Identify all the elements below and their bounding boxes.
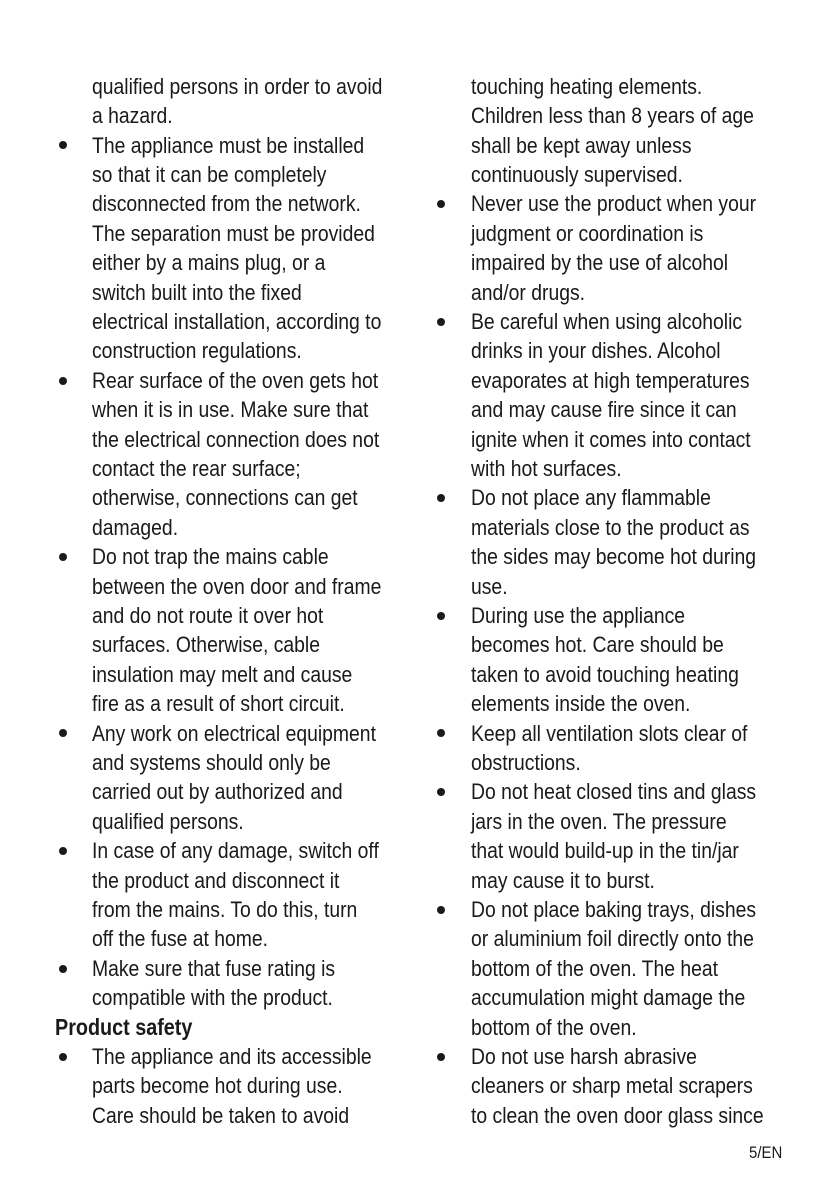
bullet-text-line: jars in the oven. The pressure xyxy=(471,808,727,834)
bullet-text-line: contact the rear surface; xyxy=(92,456,301,481)
bullet-text-line: materials close to the product as xyxy=(471,514,750,540)
bullet-text-line: ignite when it comes into contact xyxy=(471,426,751,452)
bullet-text-line: switch built into the fixed xyxy=(92,279,302,305)
bullet-icon xyxy=(59,1053,67,1061)
bullet-text-line: insulation may melt and cause xyxy=(92,661,353,687)
bullet-text-line: qualified persons. xyxy=(92,808,244,834)
bullet-text-line: taken to avoid touching heating xyxy=(471,661,739,687)
bullet-text-line: use. xyxy=(471,573,508,599)
bullet-text-line: that would build-up in the tin/jar xyxy=(471,838,739,864)
bullet-text-line: Care should be taken to avoid xyxy=(92,1102,350,1128)
bullet-text-line: and/or drugs. xyxy=(471,279,586,305)
bullet-icon xyxy=(437,318,445,326)
bullet-text-line: becomes hot. Care should be xyxy=(471,632,724,658)
bullet-text-line: Keep all ventilation slots clear of xyxy=(471,720,748,746)
continued-text-line: shall be kept away unless xyxy=(471,132,692,158)
bullet-text-line: Rear surface of the oven gets hot xyxy=(92,367,379,393)
bullet-text-line: Make sure that fuse rating is xyxy=(92,955,336,981)
bullet-text-line: judgment or coordination is xyxy=(471,220,704,246)
bullet-icon xyxy=(437,200,445,208)
bullet-text-line: fire as a result of short circuit. xyxy=(92,691,345,717)
bullet-icon xyxy=(437,1053,445,1061)
bullet-text-line: elements inside the oven. xyxy=(471,691,691,717)
bullet-text-line: and systems should only be xyxy=(92,750,331,775)
bullet-icon xyxy=(437,788,445,796)
bullet-text-line: Be careful when using alcoholic xyxy=(471,309,743,334)
continued-text-line: touching heating elements. xyxy=(471,73,703,99)
bullet-text-line: electrical installation, according to xyxy=(92,309,382,334)
bullet-text-line: parts become hot during use. xyxy=(92,1073,343,1099)
bullet-text-line: to clean the oven door glass since xyxy=(471,1102,764,1128)
bullet-icon xyxy=(437,729,445,737)
bullet-text-line: between the oven door and frame xyxy=(92,573,382,599)
bullet-text-line: either by a mains plug, or a xyxy=(92,250,326,276)
bullet-text-line: bottom of the oven. xyxy=(471,1014,637,1040)
continued-text-line: continuously supervised. xyxy=(471,162,683,187)
bullet-text-line: Never use the product when your xyxy=(471,191,757,217)
bullet-text-line: from the mains. To do this, turn xyxy=(92,897,358,922)
bullet-text-line: off the fuse at home. xyxy=(92,926,269,952)
bullet-icon xyxy=(59,965,67,973)
bullet-text-line: the sides may become hot during xyxy=(471,544,757,570)
bullet-text-line: Do not place any flammable xyxy=(471,485,711,511)
bullet-text-line: In case of any damage, switch off xyxy=(92,838,379,864)
bullet-text-line: impaired by the use of alcohol xyxy=(471,250,729,276)
bullet-text-line: compatible with the product. xyxy=(92,985,333,1011)
bullet-text-line: disconnected from the network. xyxy=(92,191,361,217)
bullet-icon xyxy=(59,729,67,737)
bullet-text-line: evaporates at high temperatures xyxy=(471,367,750,393)
bullet-text-line: The appliance and its accessible xyxy=(92,1044,372,1069)
section-heading: Product safety xyxy=(55,1013,193,1040)
bullet-text-line: otherwise, connections can get xyxy=(92,485,358,511)
bullet-icon xyxy=(59,377,67,385)
bullet-icon xyxy=(437,494,445,502)
bullet-text-line: Do not use harsh abrasive xyxy=(471,1044,697,1069)
bullet-text-line: accumulation might damage the xyxy=(471,985,746,1011)
continued-text-line: qualified persons in order to avoid xyxy=(92,73,383,99)
bullet-text-line: obstructions. xyxy=(471,750,581,775)
bullet-text-line: with hot surfaces. xyxy=(471,456,622,481)
bullet-icon xyxy=(59,553,67,561)
bullet-text-line: carried out by authorized and xyxy=(92,779,343,805)
page-number: 5/EN xyxy=(749,1143,783,1162)
bullet-text-line: The appliance must be installed xyxy=(92,132,365,158)
bullet-text-line: damaged. xyxy=(92,514,179,540)
bullet-icon xyxy=(59,847,67,855)
bullet-text-line: Do not trap the mains cable xyxy=(92,544,329,570)
continued-text-line: a hazard. xyxy=(92,103,173,129)
continued-text-line: Children less than 8 years of age xyxy=(471,103,754,129)
bullet-text-line: construction regulations. xyxy=(92,338,302,364)
bullet-text-line: drinks in your dishes. Alcohol xyxy=(471,338,721,364)
bullet-text-line: and may cause fire since it can xyxy=(471,397,737,423)
bullet-text-line: so that it can be completely xyxy=(92,162,327,187)
bullet-text-line: Any work on electrical equipment xyxy=(92,720,376,746)
bullet-text-line: the product and disconnect it xyxy=(92,867,340,893)
bullet-text-line: The separation must be provided xyxy=(92,220,375,246)
bullet-text-line: bottom of the oven. The heat xyxy=(471,955,719,981)
bullet-text-line: Do not place baking trays, dishes xyxy=(471,897,757,922)
bullet-text-line: Do not heat closed tins and glass xyxy=(471,779,757,805)
bullet-text-line: may cause it to burst. xyxy=(471,867,655,893)
bullet-icon xyxy=(59,141,67,149)
bullet-text-line: surfaces. Otherwise, cable xyxy=(92,632,321,658)
bullet-text-line: During use the appliance xyxy=(471,603,686,628)
bullet-icon xyxy=(437,906,445,914)
bullet-text-line: when it is in use. Make sure that xyxy=(92,397,369,423)
bullet-icon xyxy=(437,612,445,620)
bullet-text-line: or aluminium foil directly onto the xyxy=(471,926,754,952)
bullet-text-line: the electrical connection does not xyxy=(92,426,380,452)
bullet-text-line: cleaners or sharp metal scrapers xyxy=(471,1073,753,1099)
bullet-text-line: and do not route it over hot xyxy=(92,603,324,628)
